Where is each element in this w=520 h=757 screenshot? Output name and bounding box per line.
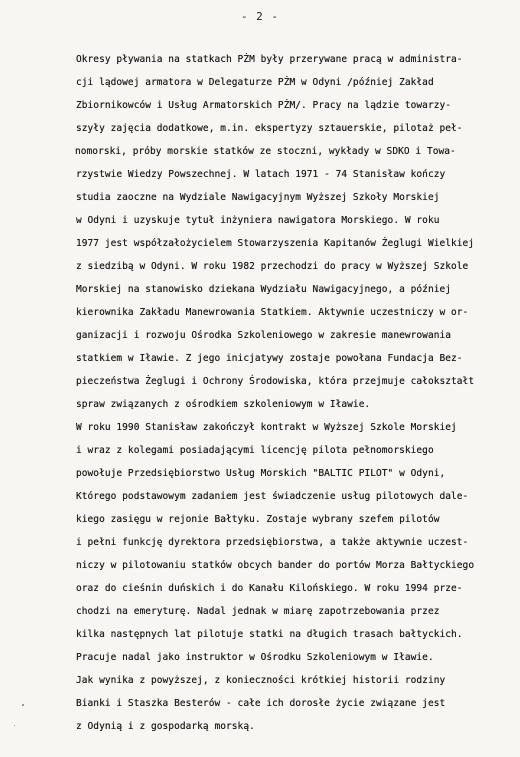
- text-line: kierownika Zakładu Manewrowania Statkiem. Aktywnie uczestniczy w or-: [76, 307, 469, 318]
- text-line: rzystwie Wiedzy Powszechnej. W latach 1971 - 74 Stanisław kończy: [76, 169, 446, 180]
- text-line: spraw związanych z ośrodkiem szkoleniowym w Iławie.: [76, 399, 371, 410]
- text-line: Pracuje nadal jako instruktor w Ośrodku Szkoleniowym w Iławie.: [76, 652, 434, 663]
- text-line: i pełni funkcję dyrektora przedsiębiorstwa, a także aktywnie uczest-: [76, 537, 469, 548]
- text-line: chodzi na emeryturę. Nadal jednak w miarę zapotrzebowania przez: [76, 606, 440, 617]
- text-line: kiego zasięgu w rejonie Bałtyku. Zostaje wybrany szefem pilotów: [76, 514, 440, 525]
- text-line: studia zaoczne na Wydziale Nawigacyjnym Wyższej Szkoły Morskiej: [76, 192, 440, 203]
- text-line: cji lądowej armatora w Delegaturze PŻM w Odyni /później Zakład: [76, 77, 434, 88]
- text-line: niczy w pilotowaniu statków obcych bander do portów Morza Bałtyckiego: [76, 560, 475, 571]
- text-line: i wraz z kolegami posiadającymi licencję pilota pełnomorskiego: [76, 445, 434, 456]
- text-line: ganizacji i rozwoju Ośrodka Szkoleniowego w zakresie manewrowania: [76, 330, 452, 341]
- scan-speck: [22, 704, 24, 706]
- text-line: Jak wynika z powyższej, z konieczności krótkiej historii rodziny: [76, 675, 446, 686]
- text-line: pieczeństwa Żeglugi i Ochrony Środowiska, która przejmuje całokształt: [76, 376, 475, 387]
- page-number: - 2 -: [240, 10, 280, 23]
- text-line: W roku 1990 Stanisław zakończył kontrakt w Wyższej Szkole Morskiej: [76, 422, 457, 433]
- text-line: szyły zajęcia dodatkowe, m.in. ekspertyzy sztauerskie, pilotaż peł-: [76, 123, 463, 134]
- text-line: Którego podstawowym zadaniem jest świadczenie usług pilotowych dale-: [76, 491, 469, 502]
- text-line: oraz do cieśnin duńskich i do Kanału Kilońskiego. W roku 1994 prze-: [76, 583, 463, 594]
- text-line: 1977 jest współzałożycielem Stowarzyszenia Kapitanów Żeglugi Wielkiej: [76, 238, 475, 249]
- text-line: w Odyni i uzyskuje tytuł inżyniera nawigatora Morskiego. W roku: [76, 215, 440, 226]
- text-line: Bianki i Staszka Besterów - całe ich dorosłe życie związane jest: [76, 698, 446, 709]
- text-line: Morskiej na stanowisko dziekana Wydziału Nawigacyjnego, a później: [76, 284, 452, 295]
- text-line: nomorski, próby morskie statków ze stoczni, wykłady w SDKO i Towa-: [75, 146, 456, 157]
- text-line: statkiem w Iławie. Z jego inicjatywy zostaje powołana Fundacja Bez-: [76, 353, 463, 364]
- text-line: z Odynią i z gospodarką morską.: [76, 721, 255, 732]
- text-line: powołuje Przedsiębiorstwo Usług Morskich "BALTIC PILOT" w Odyni,: [76, 468, 446, 479]
- text-line: Zbiornikowców i Usług Armatorskich PŻM/. Pracy na lądzie towarzy-: [76, 100, 452, 111]
- text-line: z siedzibą w Odyni. W roku 1982 przechodzi do pracy w Wyższej Szkole: [76, 261, 469, 272]
- scan-speck: [14, 725, 15, 726]
- text-line: kilka następnych lat pilotuje statki na długich trasach bałtyckich.: [76, 629, 463, 640]
- text-line: Okresy pływania na statkach PŻM były przerywane pracą w administra-: [76, 54, 463, 65]
